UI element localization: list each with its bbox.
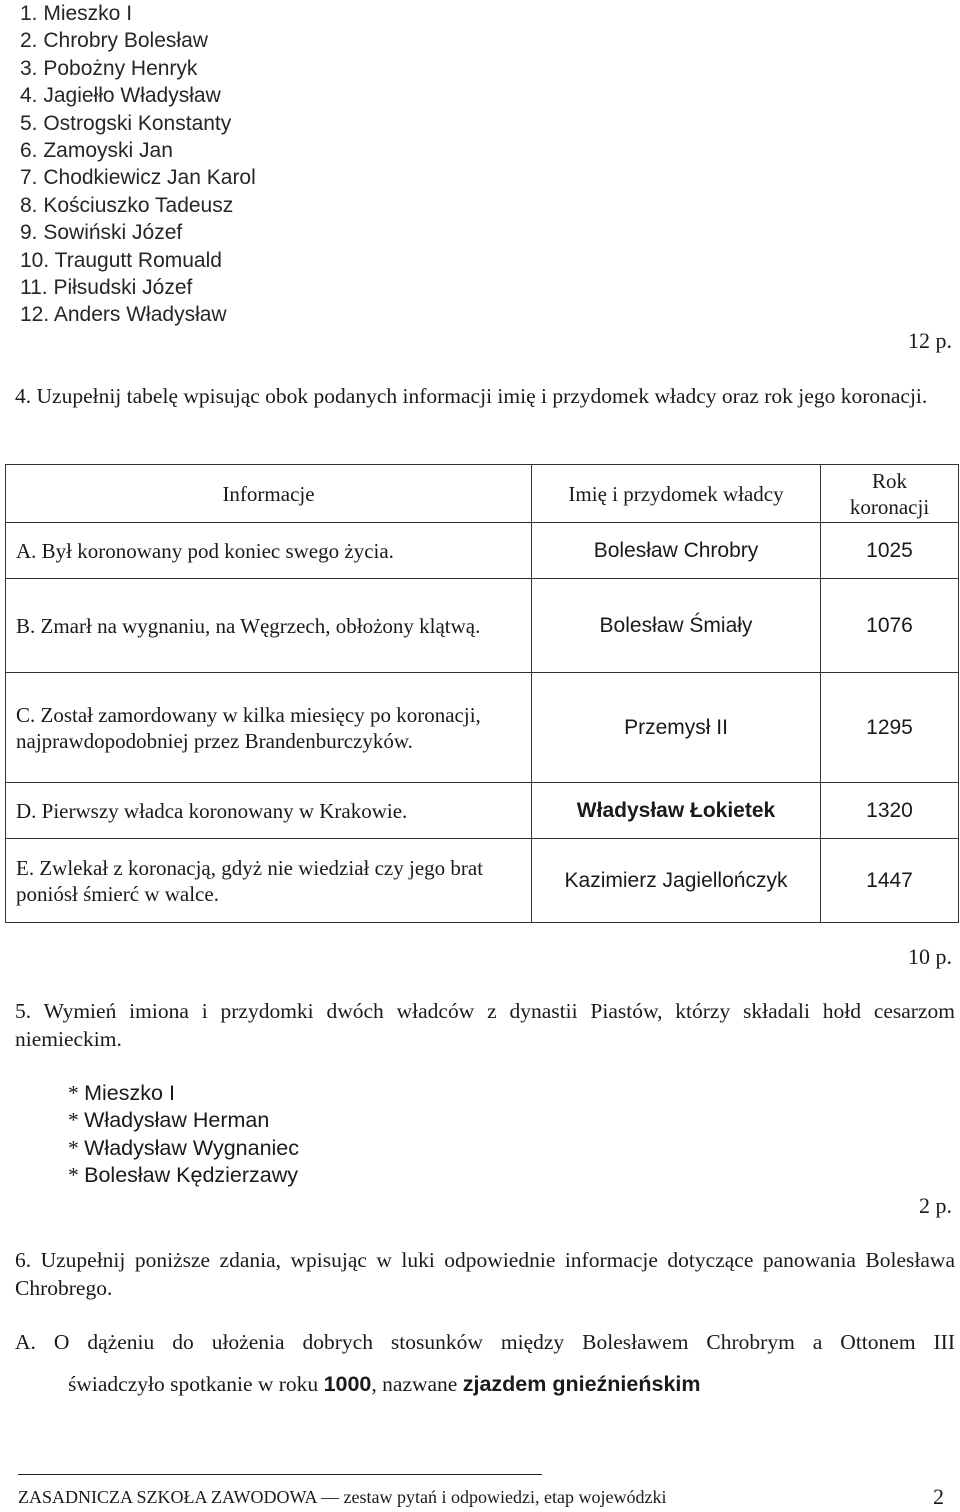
list-item: 7. Chodkiewicz Jan Karol bbox=[20, 166, 256, 190]
header-info: Informacje bbox=[6, 465, 532, 523]
list-item: 8. Kościuszko Tadeusz bbox=[20, 193, 234, 217]
table-row bbox=[6, 579, 959, 673]
list-item bbox=[68, 1080, 299, 1107]
header-year bbox=[821, 465, 959, 523]
list-item: 4. Jagiełło Władysław bbox=[20, 84, 221, 108]
list-item: 5. Ostrogski Konstanty bbox=[20, 111, 232, 135]
list-item: 2. Chrobry Bolesław bbox=[20, 29, 208, 53]
row-info-text: E. Zwlekał z koronacją, gdyż nie wiedział czy jego brat poniósł śmierć w walce. bbox=[16, 855, 484, 906]
row-info: A. Był koronowany pod koniec swego życia. bbox=[6, 523, 532, 579]
list-item: 9. Sowiński Józef bbox=[20, 221, 183, 245]
q6-sentence-a-line1: A. O dążeniu do ułożenia dobrych stosunków między Bolesławem Chrobrym a Ottonem III bbox=[15, 1330, 955, 1354]
header-year-line1: Rok bbox=[871, 468, 907, 493]
list-item: 11. Piłsudski Józef bbox=[20, 275, 193, 299]
sentence-text: , nazwane bbox=[371, 1372, 463, 1396]
answer-event: zjazdem gnieźnieńskim bbox=[462, 1372, 701, 1396]
q5-points: 2 p. bbox=[919, 1193, 952, 1218]
row-info: D. Pierwszy władca koronowany w Krakowie. bbox=[6, 783, 532, 839]
row-name: Władysław Łokietek bbox=[532, 783, 821, 839]
answer-text: Władysław Herman bbox=[84, 1108, 270, 1133]
q5-answer-list bbox=[68, 1080, 299, 1189]
row-info-text: C. Został zamordowany w kilka miesięcy po koronacji, najprawdopodobniej przez Brandenburczyków. bbox=[16, 702, 481, 753]
list-item bbox=[68, 1135, 299, 1162]
bullet-prefix: * bbox=[68, 1162, 85, 1187]
row-info bbox=[6, 673, 532, 783]
row-year: 1447 bbox=[821, 839, 959, 923]
table-header-row bbox=[6, 465, 959, 523]
q5-prompt: 5. Wymień imiona i przydomki dwóch władców z dynastii Piastów, którzy składali hołd cesarzom niemieckim. bbox=[15, 999, 955, 1051]
table-row bbox=[6, 523, 959, 579]
row-info bbox=[6, 839, 532, 923]
list-item bbox=[68, 1162, 299, 1189]
q4-points: 10 p. bbox=[908, 944, 952, 969]
list-item: 6. Zamoyski Jan bbox=[20, 138, 173, 162]
bullet-prefix: * bbox=[68, 1081, 85, 1105]
row-info bbox=[6, 579, 532, 673]
row-name: Bolesław Chrobry bbox=[532, 523, 821, 579]
q6-sentence-a-line2 bbox=[68, 1370, 701, 1398]
q4-table bbox=[5, 464, 959, 923]
row-name: Bolesław Śmiały bbox=[532, 579, 821, 673]
row-info-text: B. Zmarł na wygnaniu, na Węgrzech, obłożony klątwą. bbox=[16, 613, 481, 638]
header-name: Imię i przydomek władcy bbox=[532, 465, 821, 523]
bullet-prefix: * bbox=[68, 1108, 85, 1133]
row-name: Przemysł II bbox=[532, 673, 821, 783]
row-year: 1076 bbox=[821, 579, 959, 673]
bullet-prefix: * bbox=[68, 1135, 85, 1160]
q3-answer-list bbox=[20, 0, 256, 329]
page-number: 2 bbox=[933, 1484, 944, 1509]
footer-text: ZASADNICZA SZKOŁA ZAWODOWA — zestaw pytań i odpowiedzi, etap wojewódzki bbox=[18, 1487, 667, 1507]
list-item: 1. Mieszko I bbox=[20, 2, 133, 25]
row-name: Kazimierz Jagiellończyk bbox=[532, 839, 821, 923]
q6-prompt: 6. Uzupełnij poniższe zdania, wpisując w luki odpowiednie informacje dotyczące panowania Bolesława Chrobrego. bbox=[15, 1248, 955, 1300]
answer-text: Bolesław Kędzierzawy bbox=[84, 1162, 299, 1187]
footer-divider bbox=[18, 1474, 542, 1475]
q4-prompt: 4. Uzupełnij tabelę wpisując obok podanych informacji imię i przydomek władcy oraz rok jego koronacji. bbox=[15, 384, 928, 408]
table-row bbox=[6, 783, 959, 839]
table-row bbox=[6, 839, 959, 923]
sentence-text: świadczyło spotkanie w roku bbox=[68, 1372, 324, 1396]
answer-text: Władysław Wygnaniec bbox=[84, 1135, 300, 1160]
list-item: 12. Anders Władysław bbox=[20, 303, 227, 327]
list-item bbox=[68, 1107, 299, 1134]
row-year: 1320 bbox=[821, 783, 959, 839]
q3-points: 12 p. bbox=[908, 328, 952, 353]
list-item: 3. Pobożny Henryk bbox=[20, 56, 198, 80]
header-year-line2: koronacji bbox=[849, 494, 930, 519]
table-row bbox=[6, 673, 959, 783]
row-year: 1025 bbox=[821, 523, 959, 579]
answer-text: Mieszko I bbox=[84, 1081, 175, 1105]
row-year: 1295 bbox=[821, 673, 959, 783]
list-item: 10. Traugutt Romuald bbox=[20, 248, 222, 272]
answer-year: 1000 bbox=[323, 1372, 372, 1396]
